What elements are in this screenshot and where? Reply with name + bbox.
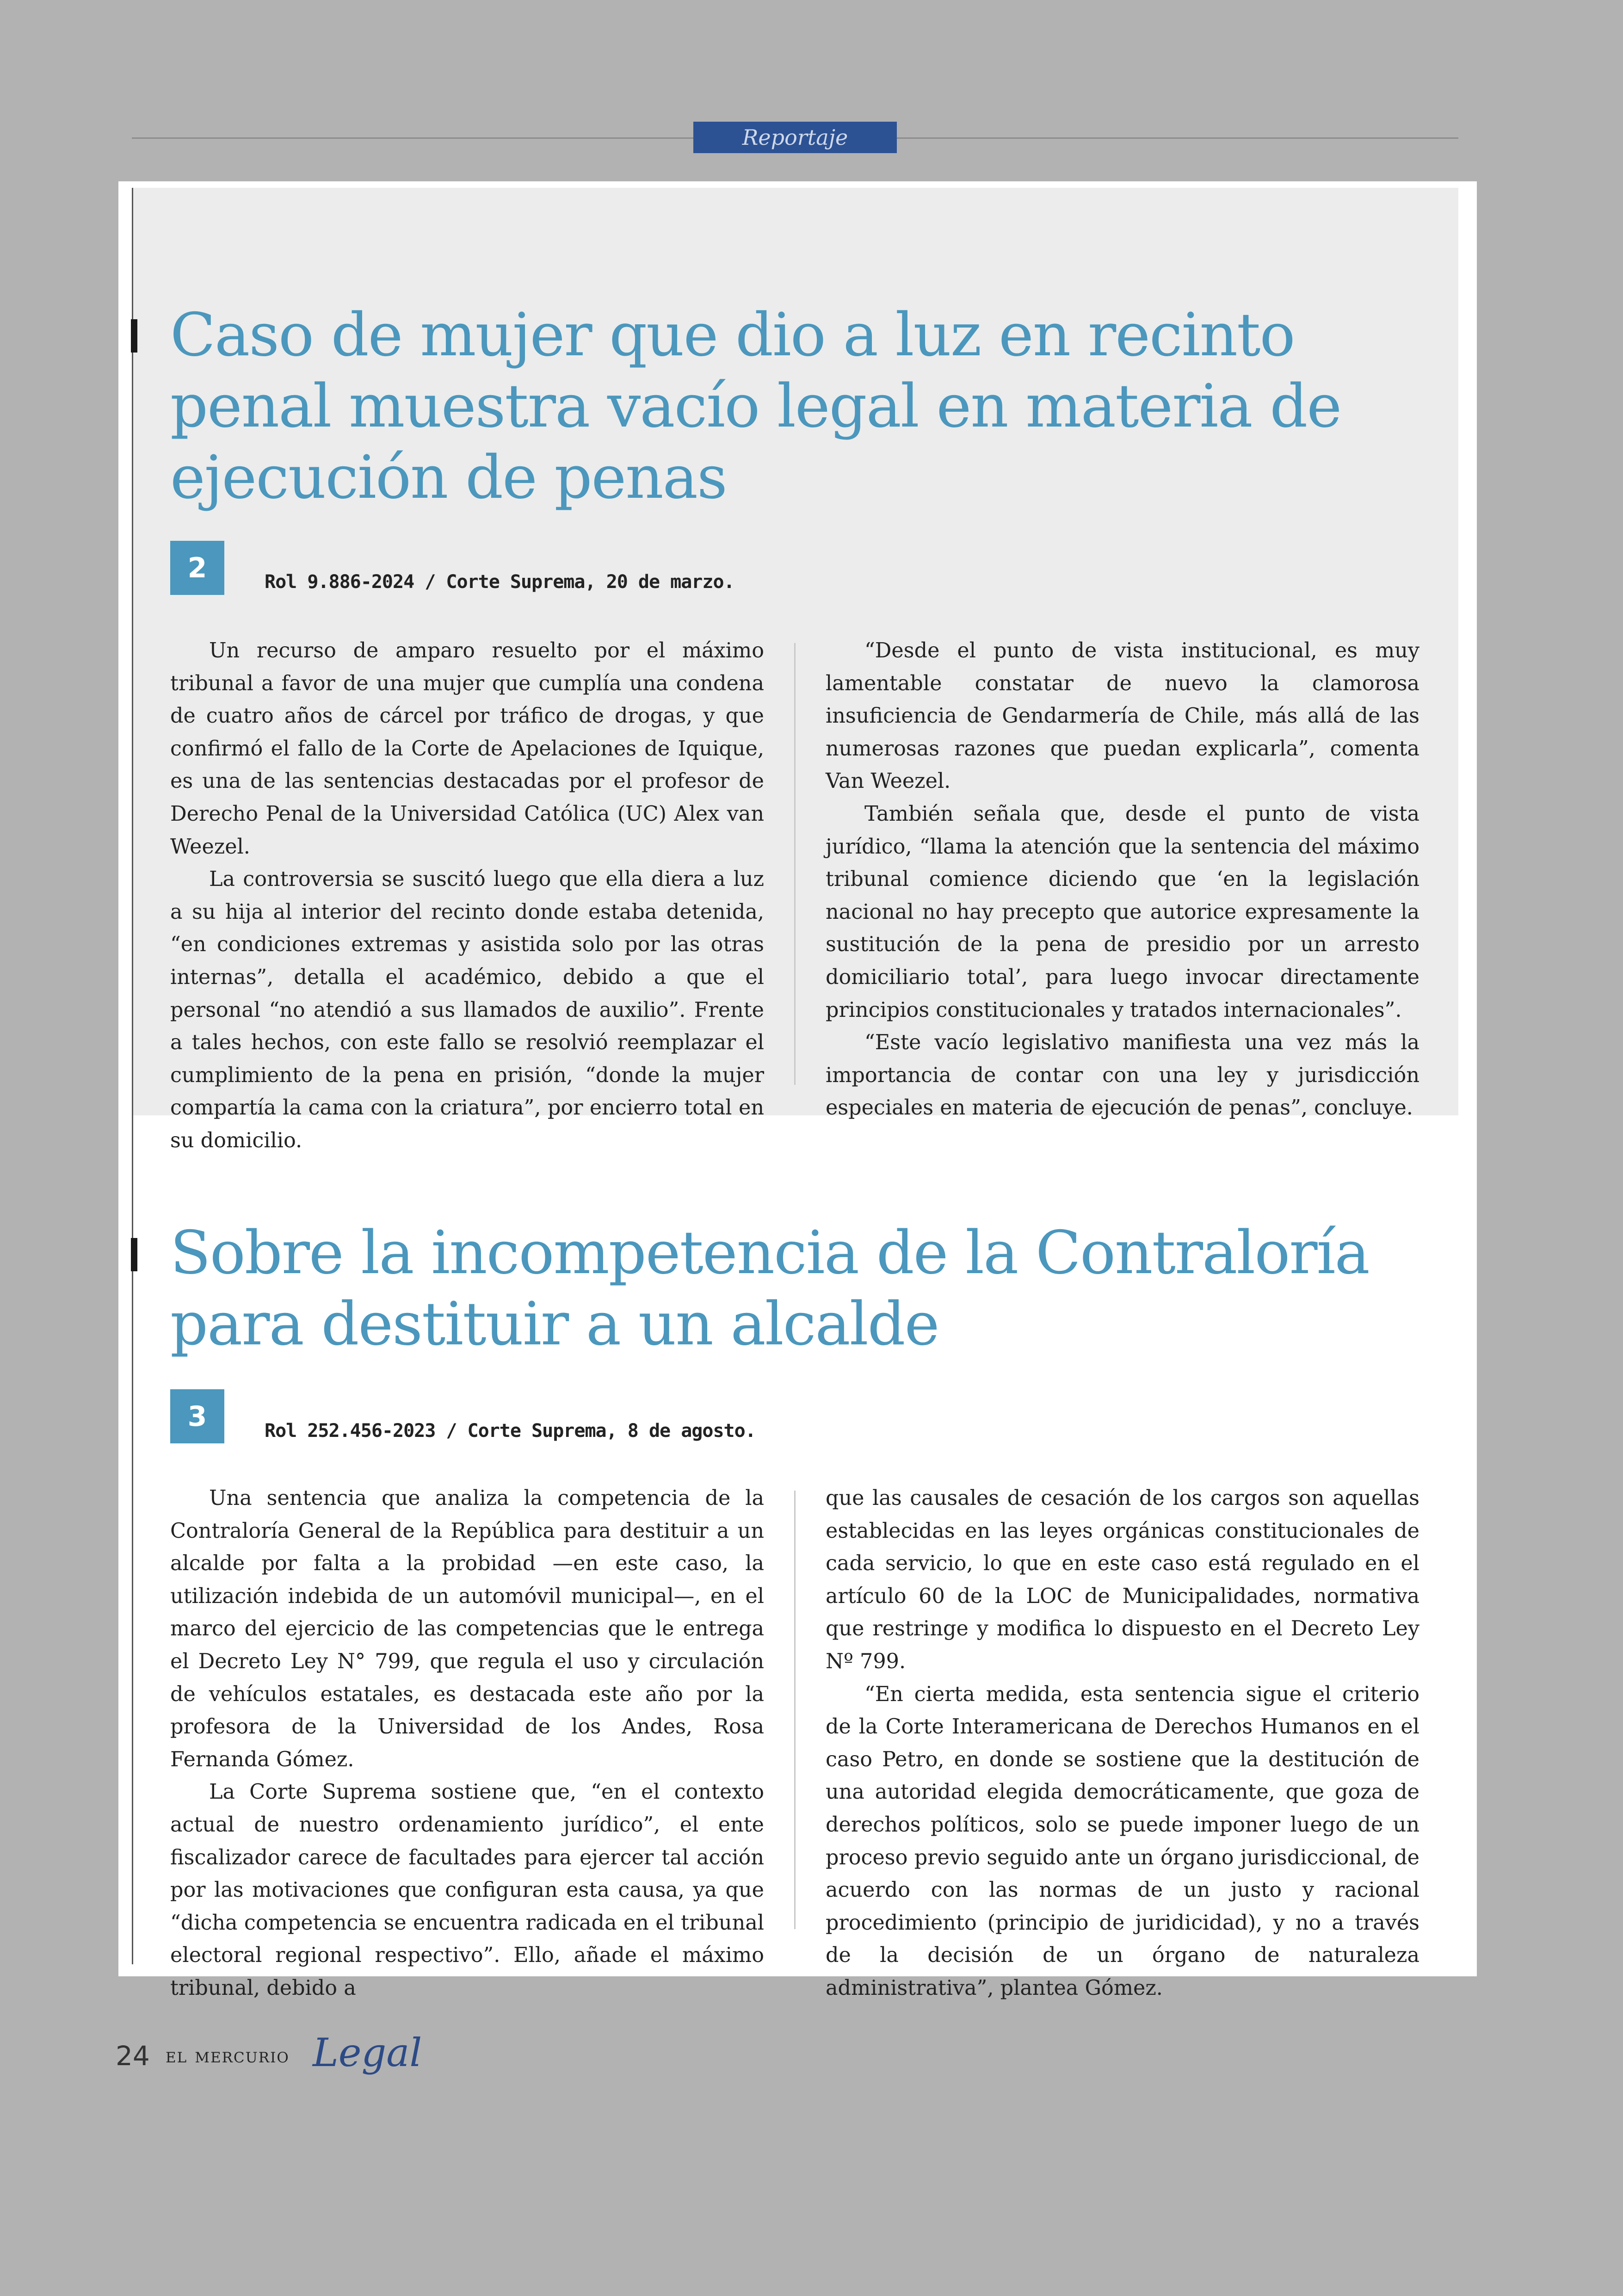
paragraph: La controversia se suscitó luego que ella diera a luz a su hija al interior del recinto donde estaba detenida, “en condiciones extremas y asistida solo por las otras internas”, detalla el académico, debido a que el personal “no atendió a sus llamados de auxilio”. Frente a tales hechos, con este fallo se resolvió reemplazar el cumplimiento de la pena en prisión, “donde la mujer compartía la cama con la criatura”, por encierro total en su domicilio. xyxy=(170,867,764,1152)
article-1-title xyxy=(170,300,1341,514)
paragraph: “Este vacío legislativo manifiesta una vez más la importancia de contar con una ley y jurisdicción especiales en materia de ejecución de penas”, concluye. xyxy=(826,1031,1419,1120)
title-line: para destituir a un alcalde xyxy=(170,1290,939,1359)
article-2-title xyxy=(170,1218,1369,1360)
column-divider xyxy=(794,1491,796,1929)
margin-rule xyxy=(132,188,133,1964)
title-line: penal muestra vacío legal en materia de xyxy=(170,372,1341,441)
paragraph: que las causales de cesación de los cargos son aquellas establecidas en las leyes orgánicas constitucionales de cada servicio, lo que en este caso está regulado en el artículo 60 de la LOC de Municipalidades, normativa que restringe y modifica lo dispuesto en el Decreto Ley Nº 799. xyxy=(826,1486,1419,1673)
article-1-left-column xyxy=(170,635,764,1157)
column-divider xyxy=(794,643,796,1085)
article-2-rol: Rol 252.456-2023 / Corte Suprema, 8 de agosto. xyxy=(265,1420,756,1442)
article-2-left-column xyxy=(170,1482,764,2005)
paragraph: Un recurso de amparo resuelto por el máximo tribunal a favor de una mujer que cumplía una condena de cuatro años de cárcel por tráfico de drogas, y que confirmó el fallo de la Corte de Apelaciones de Iquique, es una de las sentencias destacadas por el profesor de Derecho Penal de la Universidad Católica (UC) Alex van Weezel. xyxy=(170,639,764,859)
page-number: 24 xyxy=(116,2040,150,2072)
title-line: Sobre la incompetencia de la Contraloría xyxy=(170,1219,1369,1287)
title-marker xyxy=(131,319,137,353)
article-2-number: 3 xyxy=(170,1389,224,1443)
paragraph: “Desde el punto de vista institucional, es muy lamentable constatar de nuevo la clamorosa insuficiencia de Gendarmería de Chile, más allá de las numerosas razones que puedan explicarla”, comenta Van Weezel. xyxy=(826,639,1419,793)
paragraph: “En cierta medida, esta sentencia sigue el criterio de la Corte Interamericana de Derechos Humanos en el caso Petro, en donde se sostiene que la destitución de una autoridad elegida democráticamente, que goza de derechos políticos, solo se puede imponer luego de un proceso previo seguido ante un órgano jurisdiccional, de acuerdo con las normas de un justo y racional procedimiento (principio de juridicidad), y no a través de la decisión de un órgano de naturaleza administrativa”, plantea Gómez. xyxy=(826,1682,1419,2000)
paragraph: La Corte Suprema sostiene que, “en el contexto actual de nuestro ordenamiento jurídico”, el ente fiscalizador carece de facultades para ejercer tal acción por las motivaciones que configuran esta causa, ya que “dicha competencia se encuentra radicada en el tribunal electoral regional respectivo”. Ello, añade el máximo tribunal, debido a xyxy=(170,1780,764,2000)
article-2-right-column xyxy=(826,1482,1419,2005)
title-line: Caso de mujer que dio a luz en recinto xyxy=(170,301,1295,370)
paragraph: También señala que, desde el punto de vista jurídico, “llama la atención que la sentencia del máximo tribunal comience diciendo que ‘en la legislación nacional no hay precepto que autorice expresamente la sustitución de la pena de presidio por un arresto domiciliario total’, para luego invocar directamente principios constitucionales y tratados internacionales”. xyxy=(826,802,1419,1022)
publication-brand: el mercurio xyxy=(166,2044,290,2067)
publication-legal: Legal xyxy=(313,2030,422,2075)
article-1-right-column xyxy=(826,635,1419,1125)
title-line: ejecución de penas xyxy=(170,443,727,512)
section-tag: Reportaje xyxy=(693,122,897,153)
paragraph: Una sentencia que analiza la competencia de la Contraloría General de la República para destituir a un alcalde por falta a la probidad —en este caso, la utilización indebida de un automóvil municipal—, en el marco del ejercicio de las competencias que le entrega el Decreto Ley N° 799, que regula el uso y circulación de vehículos estatales, es destacada este año por la profesora de la Universidad de los Andes, Rosa Fernanda Gómez. xyxy=(170,1486,764,1771)
article-1-rol: Rol 9.886-2024 / Corte Suprema, 20 de marzo. xyxy=(265,571,734,593)
article-1-number: 2 xyxy=(170,541,224,595)
title-marker xyxy=(131,1238,137,1271)
